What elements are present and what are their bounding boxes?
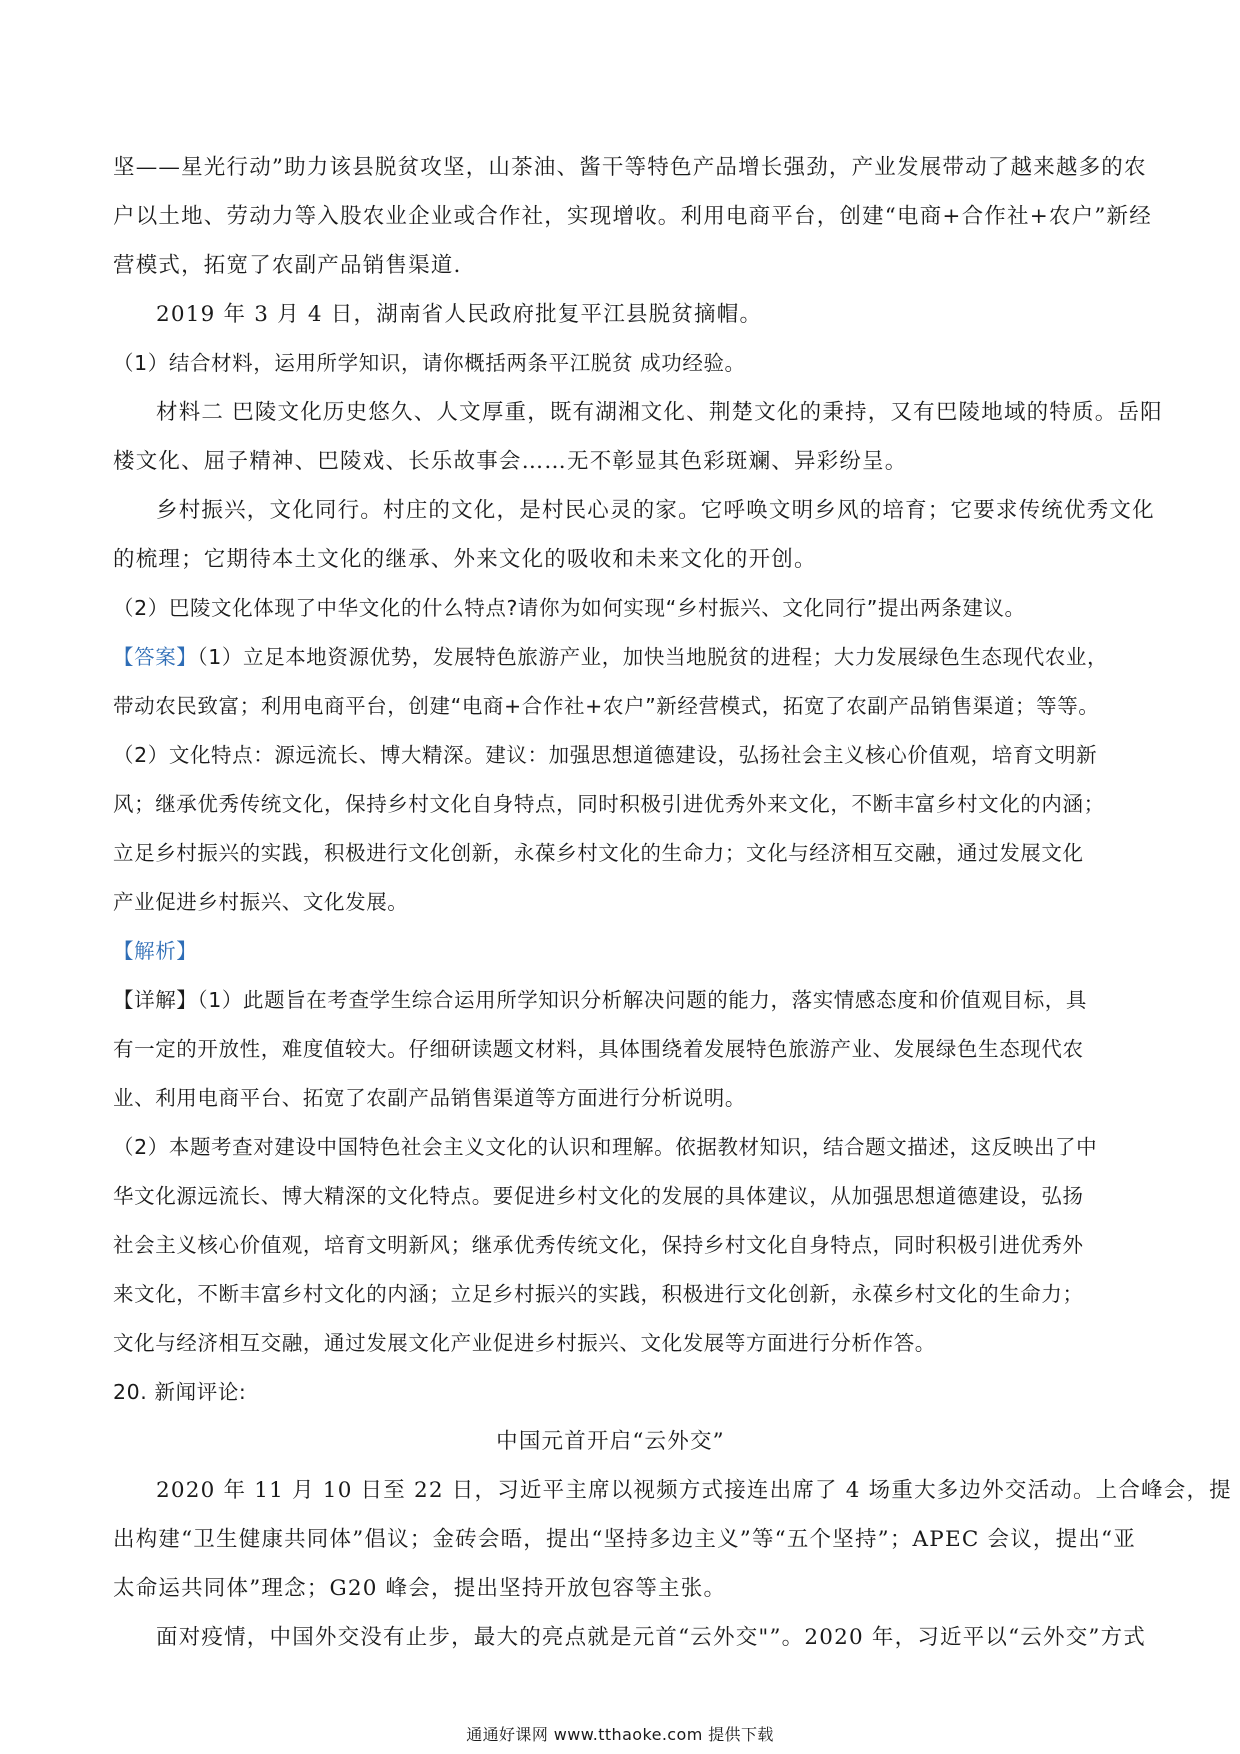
text-line: 太命运共同体”理念；G20 峰会，提出坚持开放包容等主张。	[113, 1576, 727, 1601]
text-line: 风；继承优秀传统文化，保持乡村文化自身特点，同时积极引进优秀外来文化，不断丰富乡村文化的内涵；	[113, 792, 1105, 816]
detail-line: 【详解】（1）此题旨在考查学生综合运用所学知识分析解决问题的能力，落实情感态度和价值观目标，具	[113, 988, 1087, 1012]
text-line: 有一定的开放性，难度值较大。仔细研读题文材料，具体围绕着发展特色旅游产业、发展绿色生态现代农	[113, 1037, 1084, 1061]
news-title: 中国元首开启“云外交”	[496, 1429, 725, 1454]
text-line: 2019 年 3 月 4 日，湖南省人民政府批复平江县脱贫摘帽。	[156, 302, 763, 327]
analysis-line	[113, 927, 1128, 976]
text-line: 面对疫情，中国外交没有止步，最大的亮点就是元首“云外交"”。2020 年，习近平以“云外交”方式	[156, 1625, 1147, 1650]
analysis-tag: 【解析】	[113, 939, 198, 963]
answer-text: （1）立足本地资源优势，发展特色旅游产业，加快当地脱贫的进程；大力发展绿色生态现代农业，	[197, 645, 1109, 669]
answer-line	[113, 633, 1128, 682]
text-line: 文化与经济相互交融，通过发展文化产业促进乡村振兴、文化发展等方面进行分析作答。	[113, 1331, 936, 1355]
text-line: （2）文化特点：源远流长、博大精深。建议：加强思想道德建设，弘扬社会主义核心价值观，培育文明新	[113, 743, 1098, 767]
material-two: 材料二 巴陵文化历史悠久、人文厚重，既有湖湘文化、荆楚文化的秉持，又有巴陵地域的特质。岳阳	[156, 400, 1163, 425]
text-line: 2020 年 11 月 10 日至 22 日，习近平主席以视频方式接连出席了 4 场重大多边外交活动。上合峰会，提	[156, 1478, 1232, 1503]
text-line: 坚——星光行动”助力该县脱贫攻坚，山茶油、酱干等特色产品增长强劲，产业发展带动了越来越多的农	[113, 155, 1147, 180]
document-body	[113, 143, 1232, 1662]
text-line: 产业促进乡村振兴、文化发展。	[113, 890, 409, 914]
question-20-heading: 20. 新闻评论:	[113, 1380, 247, 1404]
text-line: 来文化，不断丰富乡村文化的内涵；立足乡村振兴的实践，积极进行文化创新，永葆乡村文化的生命力；	[113, 1282, 1084, 1306]
text-line: 乡村振兴，文化同行。村庄的文化，是村民心灵的家。它呼唤文明乡风的培育；它要求传统优秀文化	[156, 498, 1155, 523]
text-line: 户以土地、劳动力等入股农业企业或合作社，实现增收。利用电商平台，创建“电商+合作社+农户”新经	[113, 204, 1152, 229]
text-line: 社会主义核心价值观，培育文明新风；继承优秀传统文化，保持乡村文化自身特点，同时积极引进优秀外	[113, 1233, 1084, 1257]
question-2: （2）巴陵文化体现了中华文化的什么特点?请你为如何实现“乡村振兴、文化同行”提出两条建议。	[113, 596, 1026, 620]
text-line: 华文化源远流长、博大精深的文化特点。要促进乡村文化的发展的具体建议，从加强思想道德建设，弘扬	[113, 1184, 1084, 1208]
text-line: 出构建“卫生健康共同体”倡议；金砖会晤，提出“坚持多边主义”等“五个坚持”；APEC 会议，提出“亚	[113, 1527, 1136, 1552]
question-1: （1）结合材料，运用所学知识，请你概括两条平江脱贫 成功经验。	[113, 351, 746, 375]
text-line: 业、利用电商平台、拓宽了农副产品销售渠道等方面进行分析说明。	[113, 1086, 746, 1110]
answer-tag: 【答案】	[113, 645, 198, 669]
text-line: 带动农民致富；利用电商平台，创建“电商+合作社+农户”新经营模式，拓宽了农副产品销售渠道；等等。	[113, 694, 1100, 718]
text-line: 营模式，拓宽了农副产品销售渠道.	[113, 253, 462, 278]
text-line: 楼文化、屈子精神、巴陵戏、长乐故事会……无不彰显其色彩斑斓、异彩纷呈。	[113, 449, 908, 474]
page-footer	[0, 1722, 1240, 1745]
text-line: 立足乡村振兴的实践，积极进行文化创新，永葆乡村文化的生命力；文化与经济相互交融，通过发展文化	[113, 841, 1084, 865]
footer-text: 通通好课网 www.tthaoke.com 提供下载	[466, 1725, 774, 1744]
text-line: 的梳理；它期待本土文化的继承、外来文化的吸收和未来文化的开创。	[113, 547, 817, 572]
text-line: （2）本题考查对建设中国特色社会主义文化的认识和理解。依据教材知识，结合题文描述，这反映出了中	[113, 1135, 1098, 1159]
